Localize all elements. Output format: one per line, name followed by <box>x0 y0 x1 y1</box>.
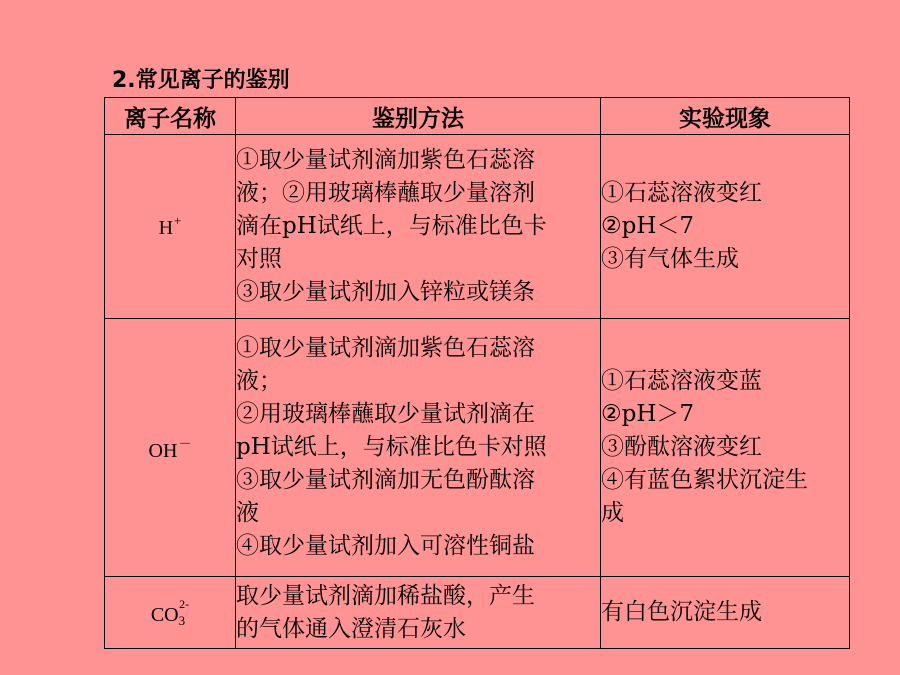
phenomenon-line: ③酚酞溶液变红 <box>601 434 762 460</box>
phenomenon-cell <box>601 319 850 577</box>
table-row <box>105 577 850 649</box>
table-header-row <box>105 98 850 135</box>
section-title: 2.常见离子的鉴别 <box>112 68 290 93</box>
ion-name-cell <box>105 135 236 319</box>
method-line: 液； <box>236 368 282 394</box>
phenomenon-line: 有白色沉淀生成 <box>601 599 762 625</box>
method-line: ①取少量试剂滴加紫色石蕊溶 <box>236 335 535 361</box>
phenomenon-line: ①石蕊溶液变蓝 <box>601 368 762 394</box>
method-line: 的气体通入澄清石灰水 <box>236 615 466 642</box>
ion-formula: $CO_3^{2-}$ <box>150 596 190 628</box>
method-line: ③取少量试剂加入锌粒或镁条 <box>236 279 535 305</box>
header-phenomenon: 实验现象 <box>601 98 850 135</box>
method-cell <box>236 135 601 319</box>
method-line: 对照 <box>236 246 282 272</box>
phenomenon-line: ①石蕊溶液变红 <box>601 180 762 206</box>
header-ion-name: 离子名称 <box>105 98 236 135</box>
method-line: ④取少量试剂加入可溶性铜盐 <box>236 533 535 559</box>
method-line: ③取少量试剂滴加无色酚酞溶 <box>236 467 535 493</box>
ion-formula: H+ <box>158 213 182 239</box>
ion-name-cell <box>105 577 236 649</box>
phenomenon-line: 成 <box>601 500 624 526</box>
method-line: pH试纸上，与标准比色卡对照 <box>236 434 547 460</box>
method-cell <box>236 319 601 577</box>
method-cell <box>236 577 601 649</box>
phenomenon-line: ②pH＞7 <box>601 401 695 427</box>
phenomenon-line: ③有气体生成 <box>601 246 739 272</box>
method-line: 取少量试剂滴加稀盐酸，产生 <box>236 582 535 609</box>
phenomenon-line: ④有蓝色絮状沉淀生 <box>601 467 808 493</box>
ion-identification-table <box>104 97 850 649</box>
table-row <box>105 319 850 577</box>
method-line: 滴在pH试纸上，与标准比色卡 <box>236 213 547 239</box>
ion-name-cell <box>105 319 236 577</box>
phenomenon-cell <box>601 577 850 649</box>
table-row <box>105 135 850 319</box>
method-line: ②用玻璃棒蘸取少量试剂滴在 <box>236 401 535 427</box>
header-method: 鉴别方法 <box>236 98 601 135</box>
method-line: 液 <box>236 500 259 526</box>
method-line: 液；②用玻璃棒蘸取少量溶剂 <box>236 180 535 206</box>
method-line: ①取少量试剂滴加紫色石蕊溶 <box>236 147 535 173</box>
ion-formula: OH－ <box>148 435 192 462</box>
phenomenon-line: ②pH＜7 <box>601 213 695 239</box>
phenomenon-cell <box>601 135 850 319</box>
